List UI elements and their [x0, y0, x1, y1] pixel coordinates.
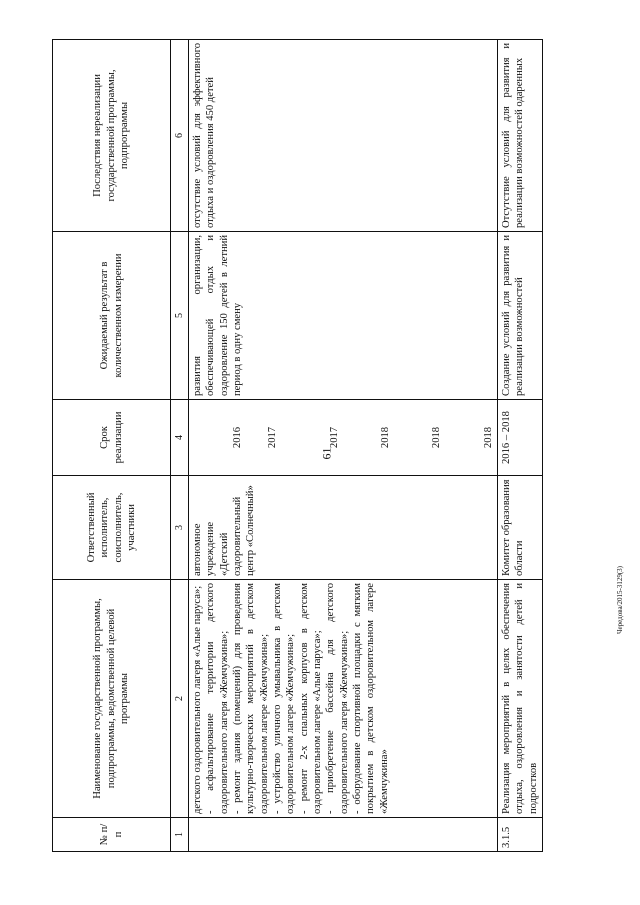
column-number: 3: [171, 476, 189, 580]
program-name-cell: Реализация мероприятий в целях обеспечения отдыха, оздоровления и занятости детей и подростков: [498, 580, 543, 818]
year: 2017: [267, 426, 279, 449]
program-table: [52, 39, 543, 852]
column-number: 4: [171, 400, 189, 476]
column-number: 5: [171, 232, 189, 400]
header-row: [53, 40, 171, 852]
program-item: - ремонт здания (помещений) для проведения культурно-творческих мероприятий в детском оздоровительном лагере «Жемчужина»;: [232, 583, 270, 814]
year: 2017: [328, 426, 340, 449]
year: 2018: [482, 426, 494, 449]
year: 2018: [431, 426, 443, 449]
row-number: [189, 818, 498, 852]
year: 2016: [232, 426, 243, 449]
rotated-table-container: [52, 40, 539, 852]
header-number: № п/п: [53, 818, 171, 852]
executor-cell: автономное учреждение «Детский оздоровительный центр «Солнечный»: [189, 476, 498, 580]
column-number: 1: [171, 818, 189, 852]
header-consequences: Последствия нереализации государственной программы, подпрограммы: [53, 40, 171, 232]
program-item: - приобретение бассейна для детского оздоровительного лагеря «Жемчужина»;: [325, 583, 350, 814]
column-number: 6: [171, 40, 189, 232]
header-term: Срок реализации: [53, 400, 171, 476]
executor-cell: Комитет образования области: [498, 476, 543, 580]
term-cell: 2016 – 2018: [498, 400, 543, 476]
header-executor: Ответственный исполнитель, соисполнитель, участники: [53, 476, 171, 580]
row-number: 3.1.5: [498, 818, 543, 852]
expected-result-cell: развития организации, обеспечивающей отдых и оздоровление 150 детей в летний период в одну смену: [189, 232, 498, 400]
program-item: - асфальтирование территории детского оздоровительного лагеря «Жемчужина»;: [205, 583, 230, 814]
column-number-row: [171, 40, 189, 852]
year: 2018: [380, 426, 392, 449]
years-cell: [189, 400, 498, 476]
program-items-cell: [189, 580, 498, 818]
program-item: - оборудование спортивной площадки с мягким покрытием в детском оздоровительном лагере «Жемчужина»: [352, 583, 390, 814]
consequences-cell: отсутствие условий для эффективного отдыха и оздоровления 450 детей: [189, 40, 498, 232]
program-item: - ремонт 2-х спальных корпусов в детском оздоровительном лагере «Алые паруса»;: [298, 583, 324, 814]
page-number: 61: [319, 447, 334, 460]
consequences-cell: Отсутствие условий для развития и реализации возможностей одаренных: [498, 40, 543, 232]
header-expected-result: Ожидаемый результат в количественном измерении: [53, 232, 171, 400]
expected-result-cell: Создание условий для развития и реализации возможностей: [498, 232, 543, 400]
program-item: детского оздоровительного лагеря «Алые паруса»;: [192, 585, 203, 814]
column-number: 2: [171, 580, 189, 818]
header-program-name: Наименование государственной программы, подпрограммы, ведомственной целевой программы: [53, 580, 171, 818]
footer-document-code: Чередова/2015-3129(3): [616, 566, 624, 634]
table-row: [189, 40, 498, 852]
table-row: [498, 40, 543, 852]
program-item: - устройство уличного умывальника в детском оздоровительном лагере «Жемчужина»;: [272, 583, 297, 814]
